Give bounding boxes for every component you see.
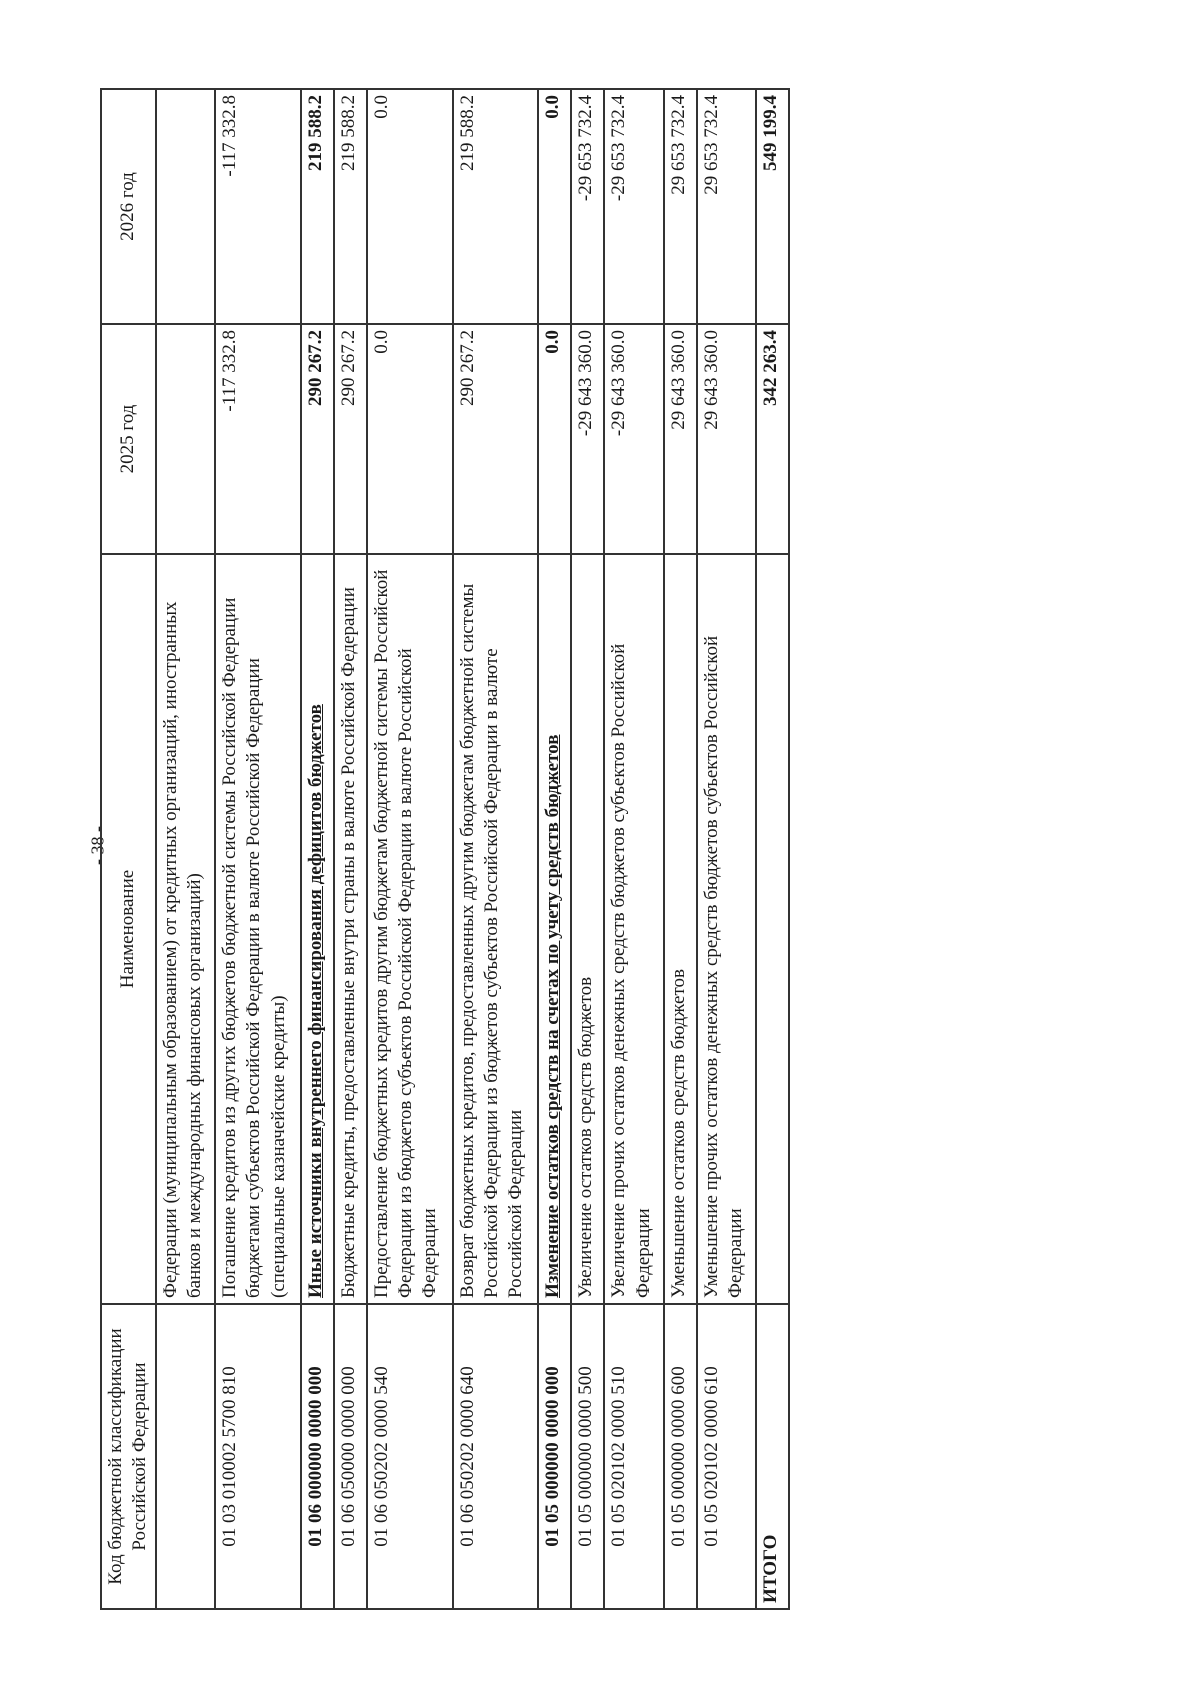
row-value-2026: 0.0 <box>367 89 453 324</box>
table-row <box>664 89 697 1609</box>
row-value-2025: -29 643 360.0 <box>571 324 604 554</box>
row-code <box>156 1304 215 1609</box>
row-value-2025: 0.0 <box>367 324 453 554</box>
row-value-2026: 29 653 732.4 <box>697 89 756 324</box>
row-value-2025: 29 643 360.0 <box>664 324 697 554</box>
row-code: 01 03 010002 5700 810 <box>215 1304 301 1609</box>
row-code: 01 05 000000 0000 500 <box>571 1304 604 1609</box>
row-value-2025: 290 267.2 <box>453 324 539 554</box>
row-value-2025: 290 267.2 <box>334 324 367 554</box>
row-name <box>756 554 789 1304</box>
row-value-2026: -29 653 732.4 <box>571 89 604 324</box>
row-value-2025: 29 643 360.0 <box>697 324 756 554</box>
row-code: 01 05 020102 0000 510 <box>604 1304 663 1609</box>
row-code: 01 06 050202 0000 640 <box>453 1304 539 1609</box>
row-value-2026: -117 332.8 <box>215 89 301 324</box>
row-name: Увеличение остатков средств бюджетов <box>571 554 604 1304</box>
row-value-2026 <box>156 89 215 324</box>
row-name: Предоставление бюджетных кредитов другим бюджетам бюджетной системы Российской Федерации из бюджетов субъектов Российской Федерации в валюте Российской Федерации <box>367 554 453 1304</box>
row-code: 01 05 020102 0000 610 <box>697 1304 756 1609</box>
header-2026: 2026 год <box>101 89 156 324</box>
row-code: 01 06 000000 0000 000 <box>301 1304 334 1609</box>
row-name: Уменьшение прочих остатков денежных средств бюджетов субъектов Российской Федерации <box>697 554 756 1304</box>
row-name: Погашение кредитов из других бюджетов бюджетной системы Российской Федерации бюджетами субъектов Российской Федерации в валюте Российской Федерации (специальные казначейские кредиты) <box>215 554 301 1304</box>
row-value-2026: 219 588.2 <box>453 89 539 324</box>
table-row <box>538 89 571 1609</box>
row-value-2025: 290 267.2 <box>301 324 334 554</box>
row-value-2025: 0.0 <box>538 324 571 554</box>
table-row <box>334 89 367 1609</box>
table-row <box>453 89 539 1609</box>
table-row <box>367 89 453 1609</box>
row-code: 01 05 000000 0000 000 <box>538 1304 571 1609</box>
row-name: Изменение остатков средств на счетах по учету средств бюджетов <box>538 554 571 1304</box>
table-header-row <box>101 89 156 1609</box>
row-code: 01 05 000000 0000 600 <box>664 1304 697 1609</box>
row-name: Уменьшение остатков средств бюджетов <box>664 554 697 1304</box>
table-row <box>571 89 604 1609</box>
header-2025: 2025 год <box>101 324 156 554</box>
header-name: Наименование <box>101 554 156 1304</box>
row-name: Возврат бюджетных кредитов, предоставленных другим бюджетам бюджетной системы Российской Федерации из бюджетов субъектов Российской Федерации в валюте Российской Федерации <box>453 554 539 1304</box>
table-row <box>604 89 663 1609</box>
table-row <box>215 89 301 1609</box>
table-row <box>301 89 334 1609</box>
row-value-2026: 219 588.2 <box>301 89 334 324</box>
header-code: Код бюджетной классификации Российской Федерации <box>101 1304 156 1609</box>
page-number: - 38 - <box>87 826 108 865</box>
row-value-2025: -117 332.8 <box>215 324 301 554</box>
row-value-2025: -29 643 360.0 <box>604 324 663 554</box>
row-value-2026: 219 588.2 <box>334 89 367 324</box>
row-code: 01 06 050000 0000 000 <box>334 1304 367 1609</box>
table-row <box>697 89 756 1609</box>
row-code: 01 06 050202 0000 540 <box>367 1304 453 1609</box>
budget-table-container <box>100 90 790 1610</box>
table-row-total <box>756 89 789 1609</box>
row-value-2025: 342 263.4 <box>756 324 789 554</box>
row-total-label: ИТОГО <box>756 1304 789 1609</box>
row-name: Федерации (муниципальным образованием) от кредитных организаций, иностранных банков и международных финансовых организаций) <box>156 554 215 1304</box>
table-row <box>156 89 215 1609</box>
budget-sources-table <box>100 88 790 1610</box>
row-value-2026: 0.0 <box>538 89 571 324</box>
row-value-2025 <box>156 324 215 554</box>
row-name: Увеличение прочих остатков денежных средств бюджетов субъектов Российской Федерации <box>604 554 663 1304</box>
row-value-2026: -29 653 732.4 <box>604 89 663 324</box>
row-name: Бюджетные кредиты, предоставленные внутри страны в валюте Российской Федерации <box>334 554 367 1304</box>
row-name: Иные источники внутреннего финансирования дефицитов бюджетов <box>301 554 334 1304</box>
row-value-2026: 549 199.4 <box>756 89 789 324</box>
row-value-2026: 29 653 732.4 <box>664 89 697 324</box>
